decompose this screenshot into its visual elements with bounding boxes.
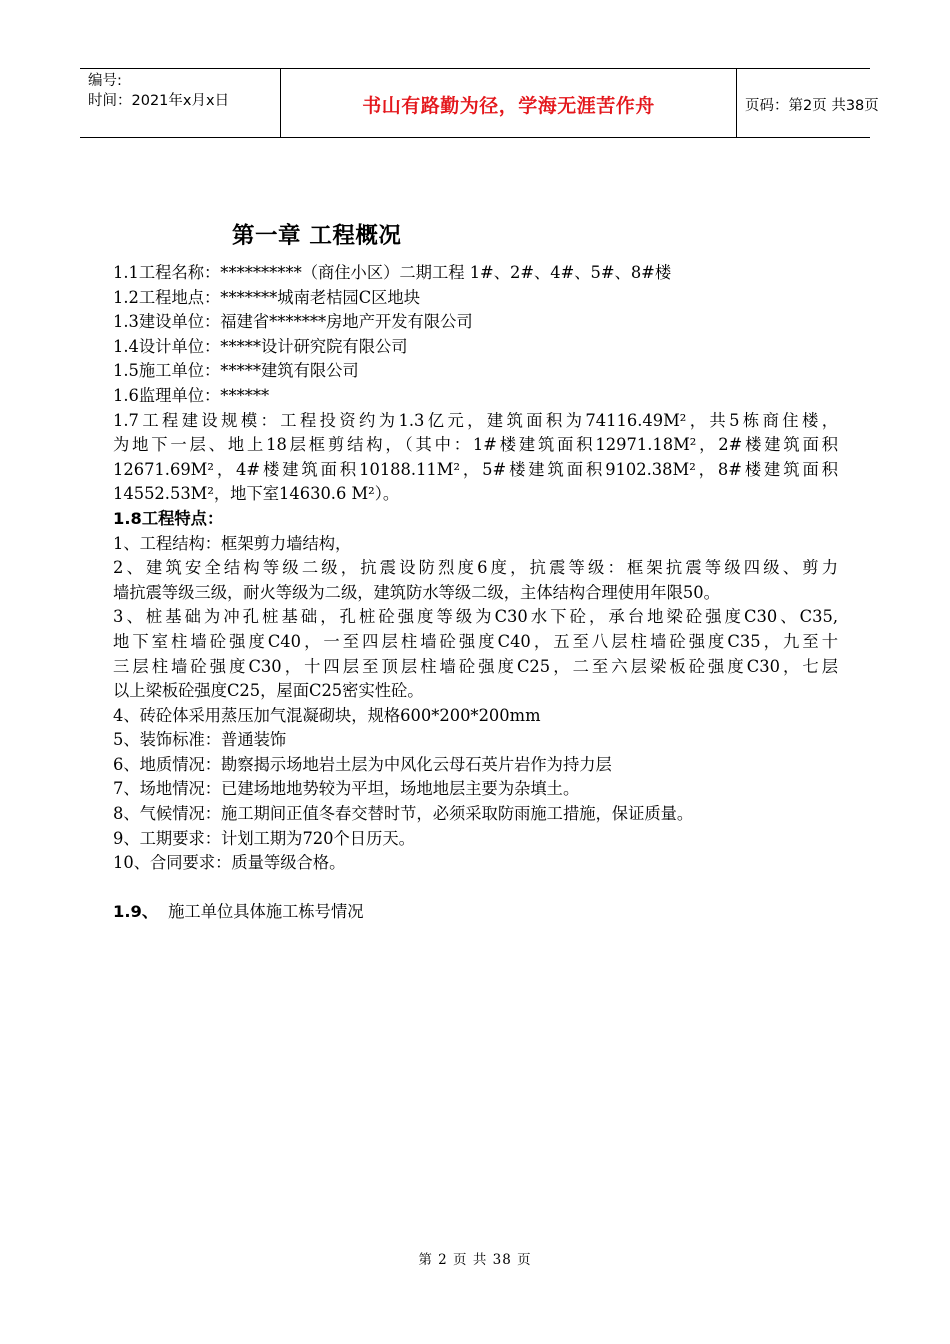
page-footer: 第 2 页 共 38 页 bbox=[418, 1252, 532, 1268]
line-designer: 1.4设计单位：*****设计研究院有限公司 bbox=[113, 336, 408, 356]
line-scale-1: 1.7工程建设规模：工程投资约为1.3亿元，建筑面积为74116.49M²，共5栋商住楼， bbox=[113, 410, 838, 430]
feature-structure: 1、工程结构：框架剪力墙结构， bbox=[113, 533, 352, 553]
serial-number-label: 编号: bbox=[88, 73, 122, 89]
section-heading-features: 1.8工程特点： bbox=[113, 508, 224, 528]
motto-text: 书山有路勤为径，学海无涯苦作舟 bbox=[362, 95, 655, 117]
line-scale-4: 14552.53M²，地下室14630.6 M²）。 bbox=[113, 484, 400, 504]
line-scale-2: 为地下一层、地上18层框剪结构，（其中：1#楼建筑面积12971.18M²，2#楼建筑面积 bbox=[113, 435, 838, 455]
feature-foundation-3: 三层柱墙砼强度C30，十四层至顶层柱墙砼强度C25，二至六层梁板砼强度C30，七层 bbox=[113, 656, 838, 676]
page-code: 页码：第2页 共38页 bbox=[745, 98, 879, 114]
feature-foundation-1: 3、桩基础为冲孔桩基础，孔桩砼强度等级为C30水下砼，承台地梁砼强度C30、C35, bbox=[113, 607, 838, 627]
header-page-cell bbox=[737, 69, 879, 137]
line-scale-3: 12671.69M²，4#楼建筑面积10188.11M²，5#楼建筑面积9102.38M²，8#楼建筑面积 bbox=[113, 459, 838, 479]
chapter-title: 第一章 工程概况 bbox=[232, 223, 402, 249]
feature-safety-2: 墙抗震等级三级，耐火等级为二级，建筑防水等级二级，主体结构合理使用年限50。 bbox=[113, 582, 720, 602]
section-1-9 bbox=[113, 900, 838, 925]
line-project-location: 1.2工程地点：*******城南老桔园C区地块 bbox=[113, 287, 420, 307]
section-1-9-number: 1.9、 bbox=[113, 901, 159, 921]
feature-geology: 6、地质情况：勘察揭示场地岩土层为中风化云母石英片岩作为持力层 bbox=[113, 754, 612, 774]
feature-foundation-4: 以上梁板砼强度C25，屋面C25密实性砼。 bbox=[113, 681, 424, 701]
header-left-cell bbox=[80, 69, 281, 137]
line-supervisor: 1.6监理单位：****** bbox=[113, 385, 270, 405]
feature-climate: 8、气候情况：施工期间正值冬春交替时节，必须采取防雨施工措施，保证质量。 bbox=[113, 804, 694, 824]
line-project-name: 1.1工程名称：**********（商住小区）二期工程 1#、2#、4#、5#、8#楼 bbox=[113, 263, 672, 282]
feature-foundation-2: 地下室柱墙砼强度C40，一至四层柱墙砼强度C40，五至八层柱墙砼强度C35，九至十 bbox=[113, 631, 838, 651]
header-motto-cell bbox=[281, 69, 737, 137]
overview-body bbox=[113, 261, 838, 924]
feature-site: 7、场地情况：已建场地地势较为平坦，场地地层主要为杂填土。 bbox=[113, 779, 580, 799]
feature-safety-1: 2、建筑安全结构等级二级，抗震设防烈度6度，抗震等级：框架抗震等级四级、剪力 bbox=[113, 558, 838, 578]
feature-decoration: 5、装饰标准：普通装饰 bbox=[113, 730, 287, 750]
section-1-9-text: 施工单位具体施工栋号情况 bbox=[168, 901, 364, 921]
header-table bbox=[80, 68, 879, 138]
feature-schedule: 9、工期要求：计划工期为720个日历天。 bbox=[113, 828, 415, 848]
line-owner: 1.3建设单位：福建省*******房地产开发有限公司 bbox=[113, 312, 473, 332]
date-label: 时间：2021年x月x日 bbox=[88, 93, 230, 109]
feature-masonry: 4、砖砼体采用蒸压加气混凝砌块，规格600*200*200mm bbox=[113, 705, 541, 725]
line-contractor: 1.5施工单位：*****建筑有限公司 bbox=[113, 361, 359, 381]
feature-contract: 10、合同要求：质量等级合格。 bbox=[113, 853, 346, 873]
